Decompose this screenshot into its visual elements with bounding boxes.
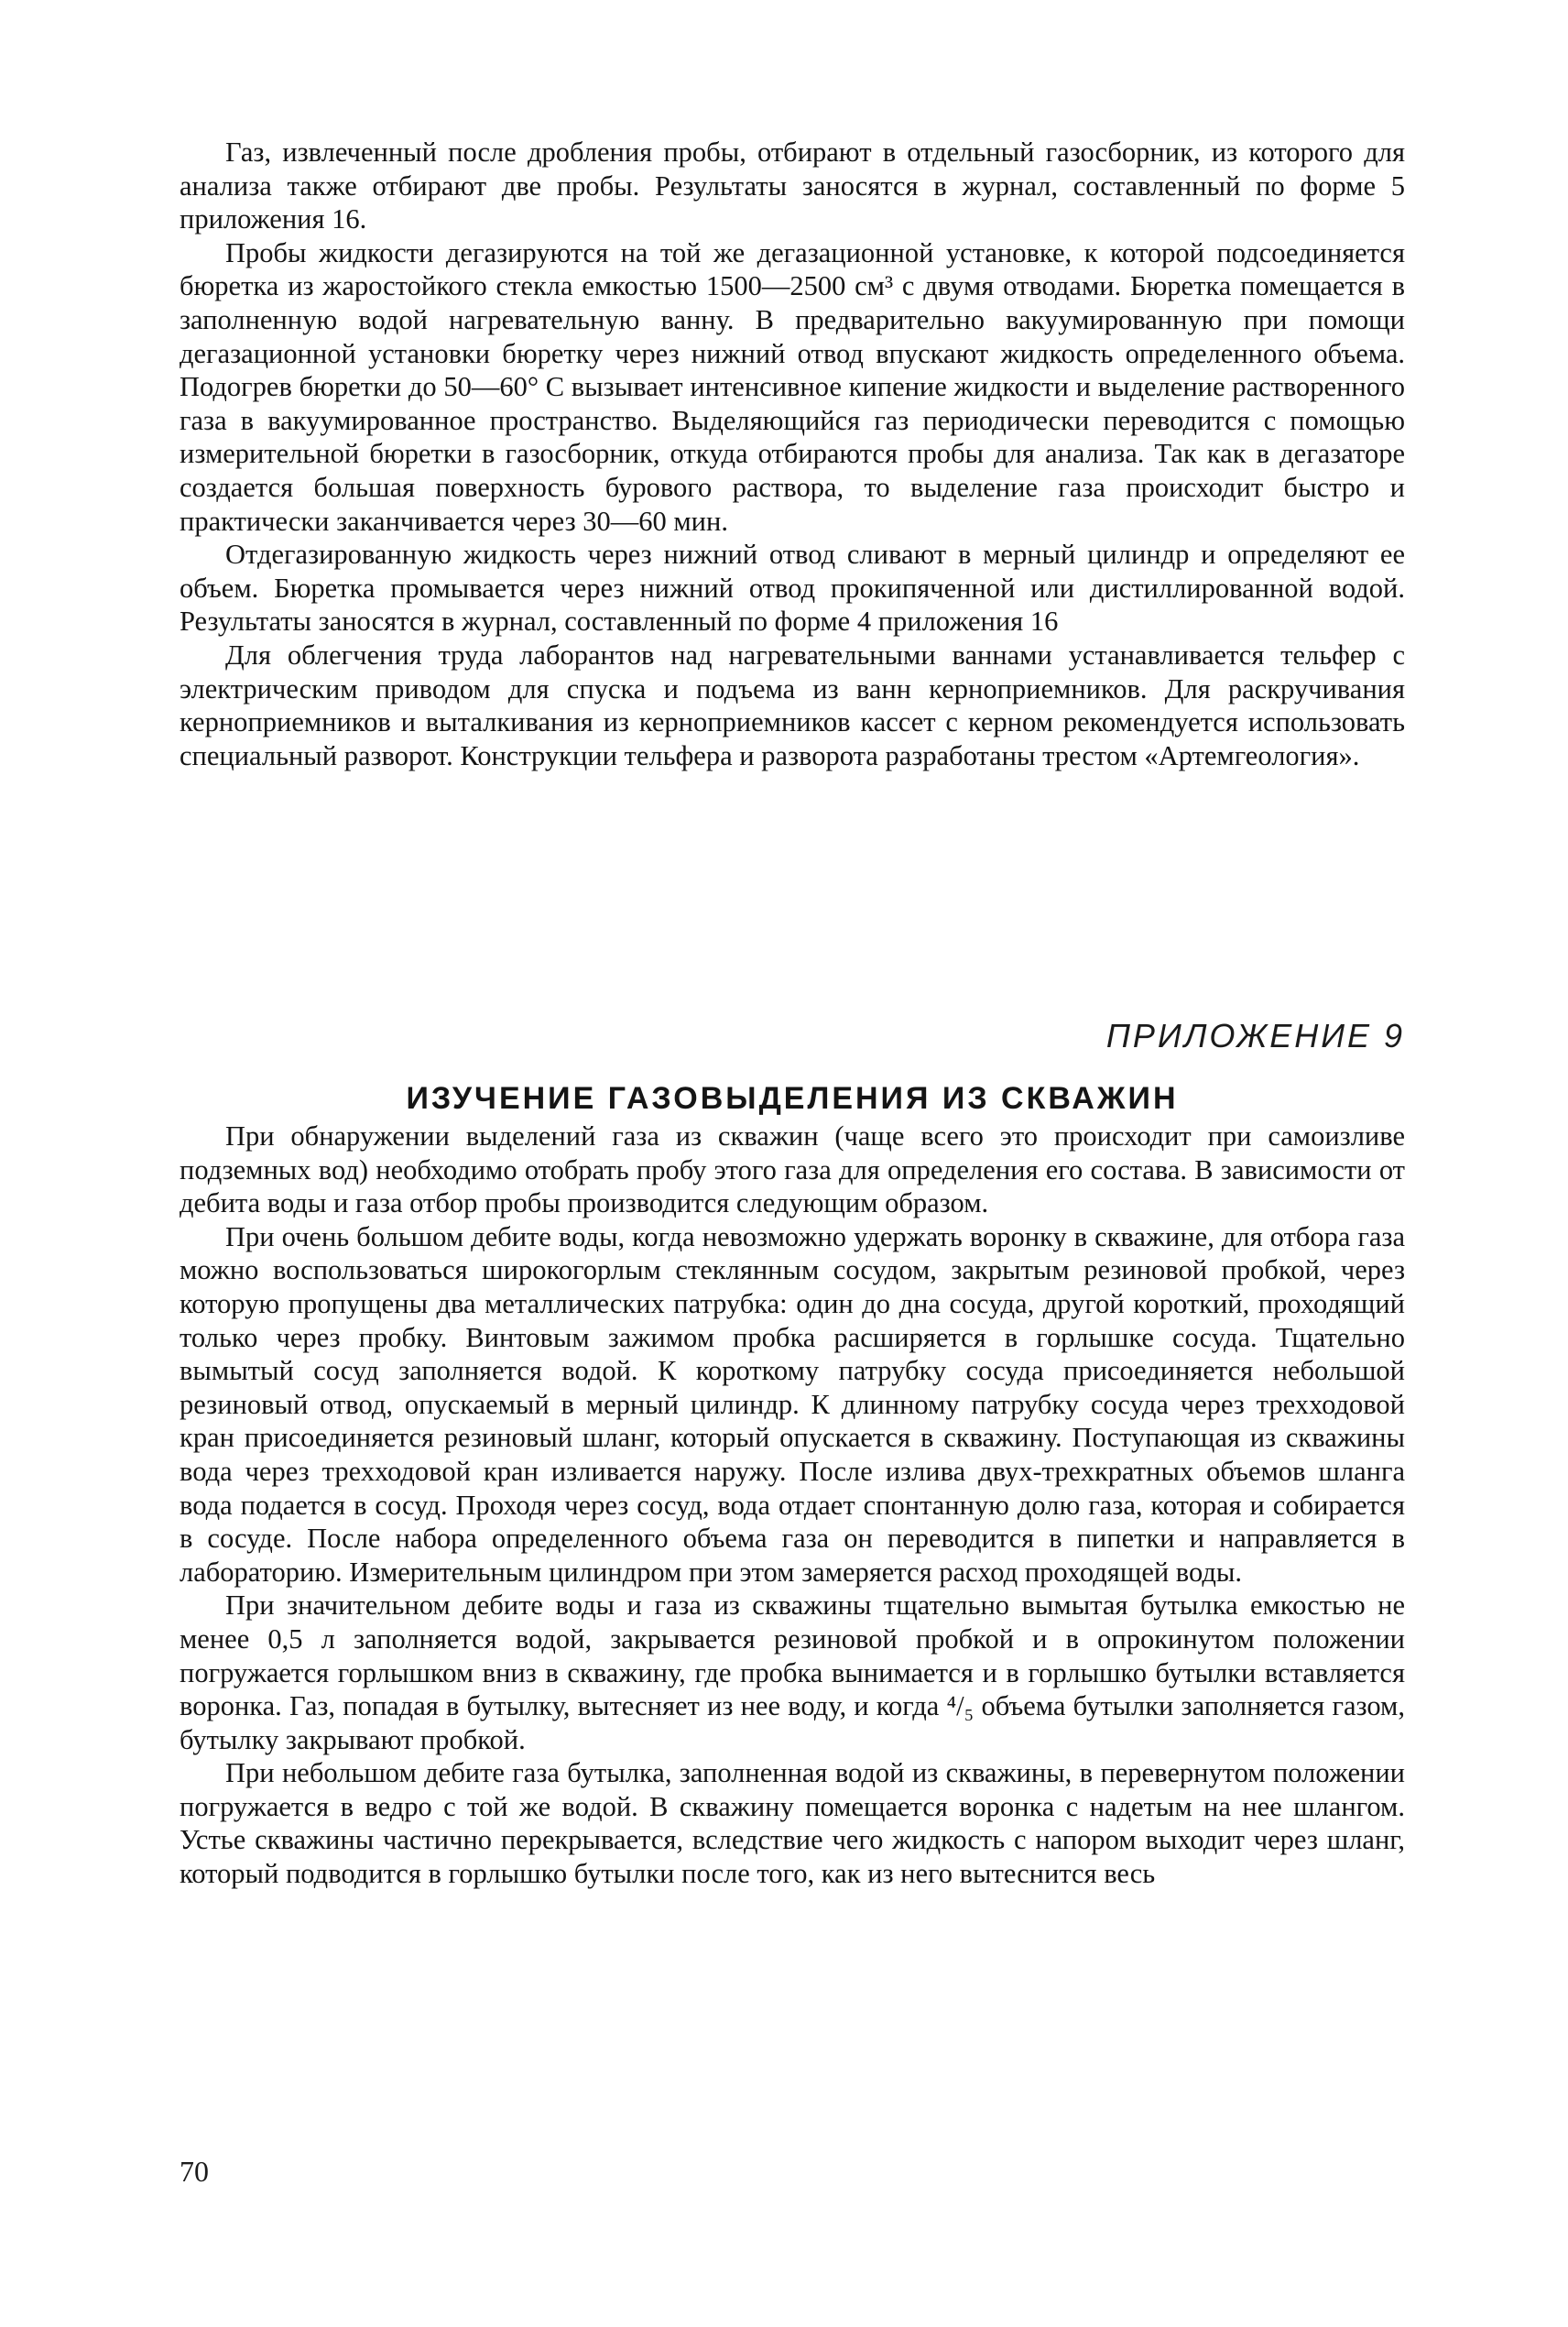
paragraph-gas-detection: При обнаружении выделений газа из скважин (чаще всего это происходит при самоизливе подземных вод) необходимо отобрать пробу этого газа для определения его состава. В зависимости от дебита воды и газа отбор пробы производится следующим образом. <box>180 1120 1405 1219</box>
paragraph-large-flow: При очень большом дебите воды, когда невозможно удержать воронку в скважине, для отбора газа можно воспользоваться широкогорлым стеклянным сосудом, закрытым резиновой пробкой, через которую пропущены два металлических патрубка: один до дна сосуда, другой короткий, проходящий только через пробку. Винтовым зажимом пробка расширяется в горлышке сосуда. Тщательно вымытый сосуд заполняется водой. К короткому патрубку сосуда присоединяется небольшой резиновый отвод, опускаемый в мерный цилиндр. К длинному патрубку сосуда через трехходовой кран присоединяется резиновый шланг, который опускается в скважину. Поступающая из скважины вода через трехходовой кран изливается наружу. После излива двух-трехкратных объемов шланга вода подается в сосуд. Проходя через сосуд, вода отдает спонтанную долю газа, которая и собирается в сосуде. После набора определенного объема газа он переводится в пипетки и направляется в лабораторию. Измерительным цилиндром при этом замеряется расход проходящей воды. <box>180 1220 1405 1588</box>
paragraph-hoist: Для облегчения труда лаборантов над нагревательными ваннами устанавливается тельфер с электрическим приводом для спуска и подъема из ванн керноприемников. Для раскручивания керноприемников и выталкивания из керноприемников кассет с керном рекомендуется использовать специальный разворот. Конструкции тельфера и разворота разработаны трестом «Артемгеология». <box>180 639 1405 771</box>
page-number: 70 <box>180 2155 209 2188</box>
appendix-label: ПРИЛОЖЕНИЕ 9 <box>1105 1017 1405 1054</box>
paragraph-significant-flow: При значительном дебите воды и газа из скважины тщательно вымытая бутылка емкостью не менее 0,5 л заполняется водой, закрывается резиновой пробкой и в опрокинутом положении погружается горлышком вниз в скважину, где пробка вынимается и в горлышко бутылки вставляется воронка. Газ, попадая в бутылку, вытесняет из нее воду, и когда ⁴/₅ объема бутылки заполняется газом, бутылку закрывают пробкой. <box>180 1590 1405 1755</box>
paragraph-degassed-liquid: Отдегазированную жидкость через нижний отвод сливают в мерный цилиндр и определяют ее объем. Бюретка промывается через нижний отвод прокипяченной или дистиллированной водой. Результаты заносятся в журнал, составленный по форме 4 приложения 16 <box>180 539 1405 638</box>
body-text-top <box>180 136 1405 772</box>
section-title: ИЗУЧЕНИЕ ГАЗОВЫДЕЛЕНИЯ ИЗ СКВАЖИН <box>406 1081 1179 1116</box>
paragraph-liquid-degassing: Пробы жидкости дегазируются на той же дегазационной установке, к которой подсоединяется бюретка из жаростойкого стекла емкостью 1500—2500 см³ с двумя отводами. Бюретка помещается в заполненную водой нагревательную ванну. В предварительно вакуумированную при помощи дегазационной установки бюретку через нижний отвод впускают жидкость определенного объема. Подогрев бюретки до 50—60° С вызывает интенсивное кипение жидкости и выделение растворенного газа в вакуумированное пространство. Выделяющийся газ периодически переводится с помощью измерительной бюретки в газосборник, откуда отбираются пробы для анализа. Так как в дегазаторе создается большая поверхность бурового раствора, то выделение газа происходит быстро и практически заканчивается через 30—60 мин. <box>180 236 1405 537</box>
paragraph-gas-collection: Газ, извлеченный после дробления пробы, отбирают в отдельный газосборник, из которого для анализа также отбирают две пробы. Результаты заносятся в журнал, составленный по форме 5 приложения 16. <box>180 137 1405 235</box>
body-text-bottom <box>180 1120 1405 1891</box>
paragraph-small-flow: При небольшом дебите газа бутылка, заполненная водой из скважины, в перевернутом положении погружается в ведро с той же водой. В скважину помещается воронка с надетым на нее шлангом. Устье скважины частично перекрывается, вследствие чего жидкость с напором выходит через шланг, который подводится в горлышко бутылки после того, как из него вытеснится весь <box>180 1757 1405 1890</box>
